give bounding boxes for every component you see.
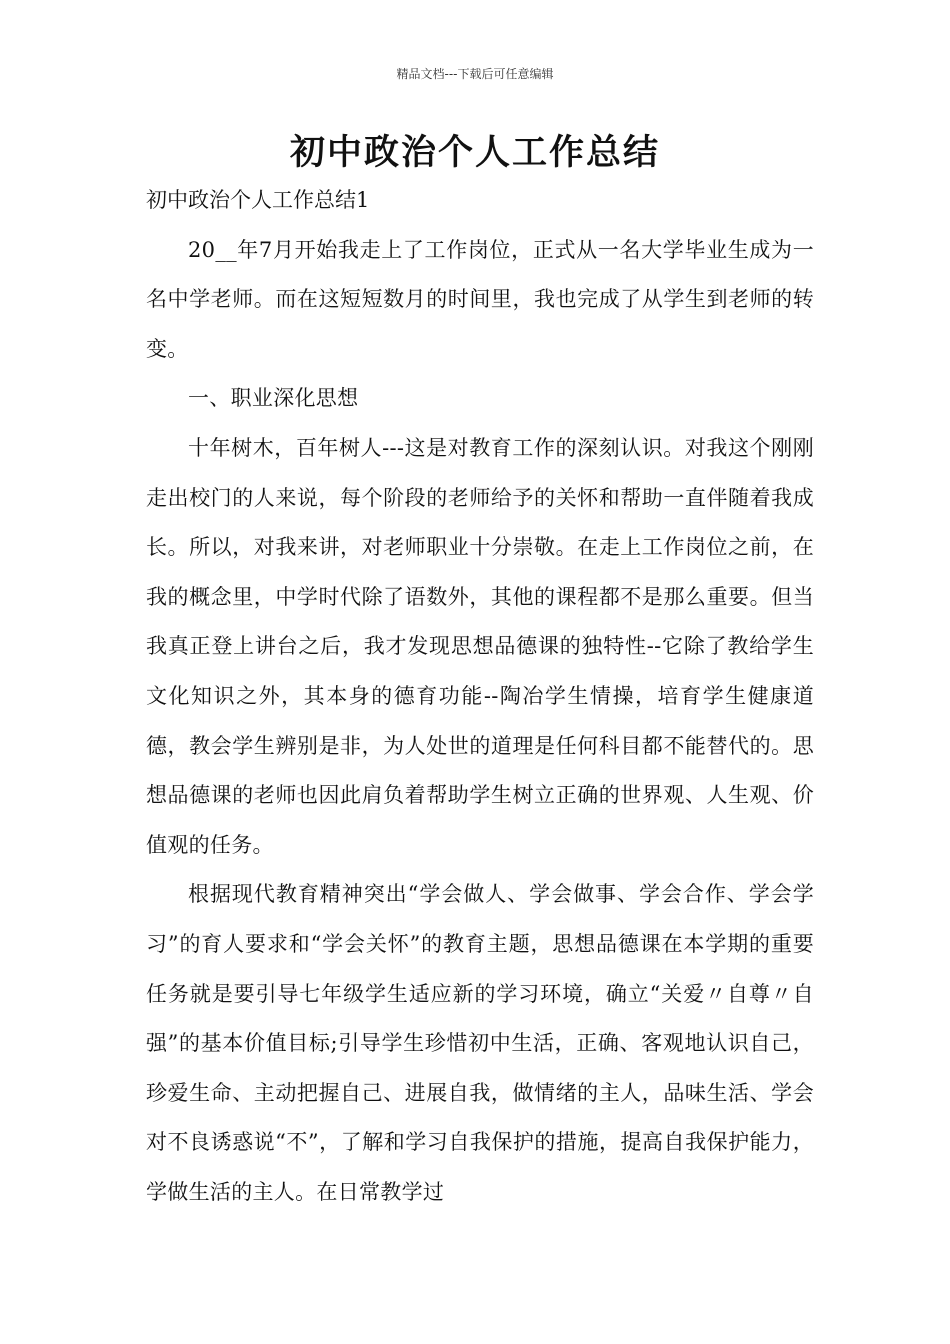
paragraph-education: 根据现代教育精神突出“学会做人、学会做事、学会合作、学会学习”的育人要求和“学会关怀”的教育主题，思想品德课在本学期的重要任务就是要引导七年级学生适应新的学习环境，确立“关爱〃自尊〃自强”的基本价值目标;引导学生珍惜初中生活，正确、客观地认识自己，珍爱生命、主动把握自己、进展自我，做情绪的主人，品味生活、学会对不良诱惑说“不”，了解和学习自我保护的措施，提高自我保护能力，学做生活的主人。在日常教学过 — [146, 882, 814, 1204]
paragraph-intro: 20__年7月开始我走上了工作岗位，正式从一名大学毕业生成为一名中学老师。而在这短短数月的时间里，我也完成了从学生到老师的转变。 — [146, 237, 814, 361]
document-body — [146, 176, 814, 1217]
document-title: 初中政治个人工作总结 — [289, 133, 660, 173]
section-heading: 一、职业深化思想 — [188, 386, 359, 411]
header-note: 精品文档---下载后可任意编辑 — [396, 67, 554, 81]
section-subtitle: 初中政治个人工作总结1 — [146, 188, 370, 212]
paragraph-career: 十年树木，百年树人---这是对教育工作的深刻认识。对我这个刚刚走出校门的人来说，每个阶段的老师给予的关怀和帮助一直伴随着我成长。所以，对我来讲，对老师职业十分崇敬。在走上工作岗位之前，在我的概念里，中学时代除了语数外，其他的课程都不是那么重要。但当我真正登上讲台之后，我才发现思想品德课的独特性--它除了教给学生文化知识之外，其本身的德育功能--陶冶学生情操，培育学生健康道德，教会学生辨别是非，为人处世的道理是任何科目都不能替代的。思想品德课的老师也因此肩负着帮助学生树立正确的世界观、人生观、价值观的任务。 — [146, 435, 814, 857]
